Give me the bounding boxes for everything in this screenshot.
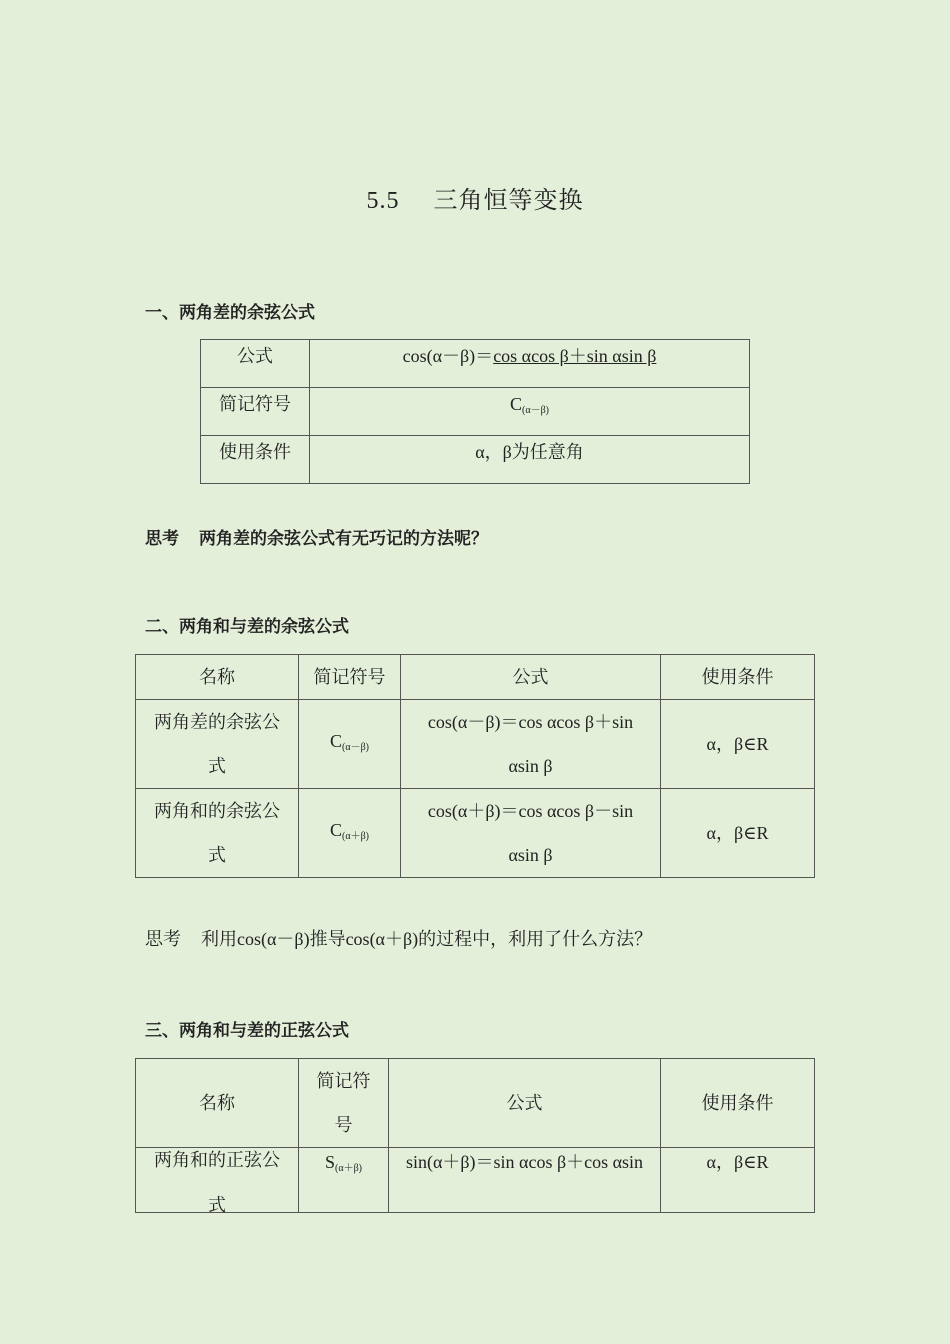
symbol-cell bbox=[299, 789, 401, 878]
formula-cell: sin(α＋β)＝sin αcos β＋cos αsin bbox=[389, 1148, 661, 1213]
cos-sum-difference-table bbox=[135, 654, 815, 878]
name-line: 式 bbox=[208, 756, 226, 776]
formula-answer: cos αcos β＋sin αsin β bbox=[493, 346, 657, 366]
table-row bbox=[136, 700, 815, 789]
symbol: C bbox=[509, 394, 522, 414]
header-formula: 公式 bbox=[389, 1059, 661, 1148]
formula-line: cos(α＋β)＝cos αcos β－sin bbox=[427, 801, 634, 821]
think-prefix: 思考 bbox=[145, 929, 181, 949]
name-cell bbox=[136, 1148, 299, 1213]
cos-difference-table bbox=[200, 339, 750, 484]
symbol-cell bbox=[299, 1148, 389, 1213]
header-formula: 公式 bbox=[401, 655, 661, 700]
symbol: C bbox=[329, 730, 342, 751]
table-row bbox=[136, 1148, 815, 1213]
symbol-subscript: (α＋β) bbox=[335, 1163, 362, 1174]
title-text: 三角恒等变换 bbox=[433, 188, 584, 214]
section2-heading: 二、两角和与差的余弦公式 bbox=[145, 617, 349, 637]
formula-line: αsin β bbox=[508, 756, 553, 776]
think-text: 两角差的余弦公式有无巧记的方法呢？ bbox=[199, 529, 488, 549]
table-header-row bbox=[136, 655, 815, 700]
symbol-subscript: (α－β) bbox=[522, 405, 549, 416]
symbol: C bbox=[329, 819, 342, 840]
name-cell bbox=[136, 789, 299, 878]
name-cell bbox=[136, 700, 299, 789]
name-line: 两角和的余弦公 bbox=[154, 801, 280, 821]
think-question-2 bbox=[145, 925, 652, 951]
row-label: 简记符号 bbox=[201, 388, 310, 436]
formula-line: αsin β bbox=[508, 845, 553, 865]
formula-lhs: cos(α－β)＝ bbox=[402, 346, 494, 366]
name-line: 式 bbox=[208, 1195, 226, 1215]
name-line: 两角和的正弦公 bbox=[154, 1150, 280, 1170]
header-symbol bbox=[299, 1059, 389, 1148]
section1-heading: 一、两角差的余弦公式 bbox=[145, 303, 315, 323]
symbol-subscript: (α＋β) bbox=[342, 830, 369, 842]
table-header-row bbox=[136, 1059, 815, 1148]
formula-line: cos(α－β)＝cos αcos β＋sin bbox=[427, 712, 634, 732]
condition-cell: α，β为任意角 bbox=[310, 436, 750, 484]
condition-cell: α，β∈R bbox=[661, 1148, 815, 1213]
think-prefix: 思考 bbox=[145, 529, 179, 549]
name-line: 两角差的余弦公 bbox=[154, 712, 280, 732]
formula-cell bbox=[310, 340, 750, 388]
symbol-cell bbox=[310, 388, 750, 436]
table-row bbox=[201, 436, 750, 484]
header-condition: 使用条件 bbox=[661, 655, 815, 700]
think-question-1 bbox=[145, 524, 488, 549]
formula-cell bbox=[401, 789, 661, 878]
header-symbol: 简记符号 bbox=[299, 655, 401, 700]
row-label: 公式 bbox=[201, 340, 310, 388]
header-line: 简记符 bbox=[316, 1071, 371, 1091]
table-row bbox=[201, 388, 750, 436]
symbol-subscript: (α－β) bbox=[342, 741, 369, 753]
section-number: 5.5 bbox=[366, 188, 400, 214]
symbol: S bbox=[324, 1152, 335, 1172]
think-text: 利用cos(α－β)推导cos(α＋β)的过程中，利用了什么方法？ bbox=[201, 929, 653, 949]
header-line: 号 bbox=[334, 1115, 353, 1135]
name-line: 式 bbox=[208, 845, 226, 865]
sin-sum-difference-table bbox=[135, 1058, 815, 1213]
section3-heading: 三、两角和与差的正弦公式 bbox=[145, 1021, 349, 1041]
table-row bbox=[136, 789, 815, 878]
table-row bbox=[201, 340, 750, 388]
page-title bbox=[0, 180, 950, 215]
header-name: 名称 bbox=[136, 655, 299, 700]
formula-cell bbox=[401, 700, 661, 789]
header-condition: 使用条件 bbox=[661, 1059, 815, 1148]
row-label: 使用条件 bbox=[201, 436, 310, 484]
header-name: 名称 bbox=[136, 1059, 299, 1148]
condition-cell: α，β∈R bbox=[661, 789, 815, 878]
condition-cell: α，β∈R bbox=[661, 700, 815, 789]
symbol-cell bbox=[299, 700, 401, 789]
